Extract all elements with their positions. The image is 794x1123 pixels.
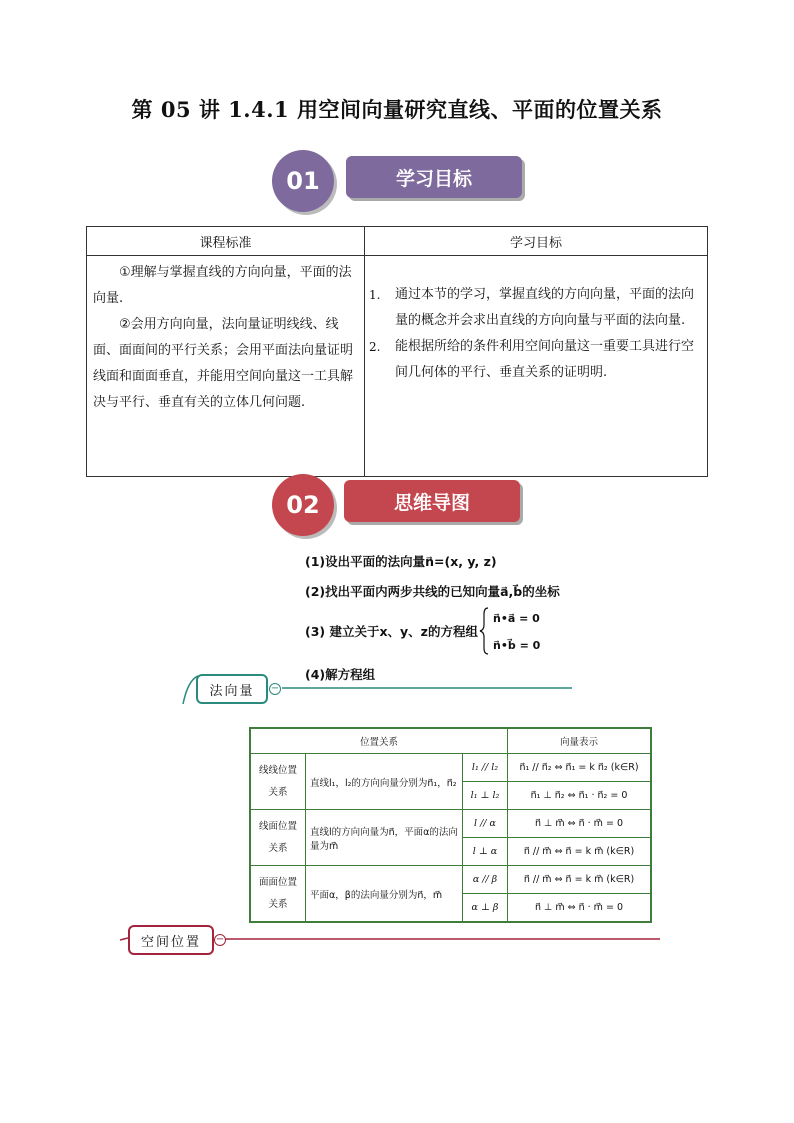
section-number: 02 — [272, 474, 334, 536]
relation: l₁ // l₂ — [463, 754, 508, 782]
vector-expression: n⃗₁ // n⃗₂ ⇔ n⃗₁ = k n⃗₂ (k∈R) — [508, 754, 652, 782]
collapse-icon[interactable]: − — [270, 683, 280, 694]
node-normal-vector[interactable]: 法向量 — [196, 674, 268, 704]
col-header-goals: 学习目标 — [365, 227, 708, 256]
group-desc: 直线l₁，l₂的方向向量分别为n⃗₁，n⃗₂ — [306, 754, 463, 810]
section-number: 01 — [272, 150, 334, 212]
group-desc: 平面α，β的法向量分别为n⃗，m⃗ — [306, 866, 463, 923]
node-spatial-position[interactable]: 空间位置 — [128, 925, 214, 955]
vector-expression: n⃗ ⊥ m⃗ ⇔ n⃗ · m⃗ = 0 — [508, 810, 652, 838]
header-relation: 位置关系 — [250, 728, 508, 754]
step-1: (1)设出平面的法向量n⃗=(x, y, z) — [305, 554, 497, 569]
relation: α // β — [463, 866, 508, 894]
group-plane-plane: 面面位置 关系 — [250, 866, 306, 923]
group-line-plane: 线面位置 关系 — [250, 810, 306, 866]
step-3: (3) 建立关于x、y、z的方程组 — [305, 624, 478, 639]
group-line-line: 线线位置 关系 — [250, 754, 306, 810]
equation-1: n⃗•a⃗ = 0 — [493, 612, 540, 625]
vector-expression: n⃗ ⊥ m⃗ ⇔ n⃗ · m⃗ = 0 — [508, 894, 652, 923]
section-label-bar: 学习目标 — [346, 156, 522, 198]
relation: l₁ ⊥ l₂ — [463, 782, 508, 810]
vector-expression: n⃗ // m⃗ ⇔ n⃗ = k m⃗ (k∈R) — [508, 838, 652, 866]
group-desc: 直线l的方向向量为n⃗，平面α的法向量为m⃗ — [306, 810, 463, 866]
position-relation-table — [249, 727, 652, 923]
vector-expression: n⃗ // m⃗ ⇔ n⃗ = k m⃗ (k∈R) — [508, 866, 652, 894]
standard-item: ②会用方向向量，法向量证明线线、线面、面面间的平行关系；会用平面法向量证明线面和面面垂直，并能用空间向量这一工具解决与平行、垂直有关的立体几何问题. — [93, 317, 354, 410]
goal-item: 1. 通过本节的学习，掌握直线的方向向量，平面的法向量的概念并会求出直线的方向向量与平面的法向量. — [369, 287, 695, 328]
equation-2: n⃗•b⃗ = 0 — [493, 639, 541, 652]
vector-expression: n⃗₁ ⊥ n⃗₂ ⇔ n⃗₁ · n⃗₂ = 0 — [508, 782, 652, 810]
collapse-icon[interactable]: − — [215, 934, 225, 945]
header-vector: 向量表示 — [508, 728, 652, 754]
relation: l ⊥ α — [463, 838, 508, 866]
page-title: 第 05 讲 1.4.1 用空间向量研究直线、平面的位置关系 — [131, 97, 663, 122]
relation: α ⊥ β — [463, 894, 508, 923]
relation: l // α — [463, 810, 508, 838]
standard-item: ①理解与掌握直线的方向向量，平面的法向量. — [93, 265, 352, 306]
goal-item: 2. 能根据所给的条件利用空间向量这一重要工具进行空间几何体的平行、垂直关系的证明明. — [369, 339, 695, 380]
step-4: (4)解方程组 — [305, 667, 376, 682]
step-2: (2)找出平面内两步共线的已知向量a⃗,b⃗的坐标 — [305, 584, 560, 599]
section-label-bar: 思维导图 — [344, 480, 520, 522]
col-header-standards: 课程标准 — [87, 227, 365, 256]
